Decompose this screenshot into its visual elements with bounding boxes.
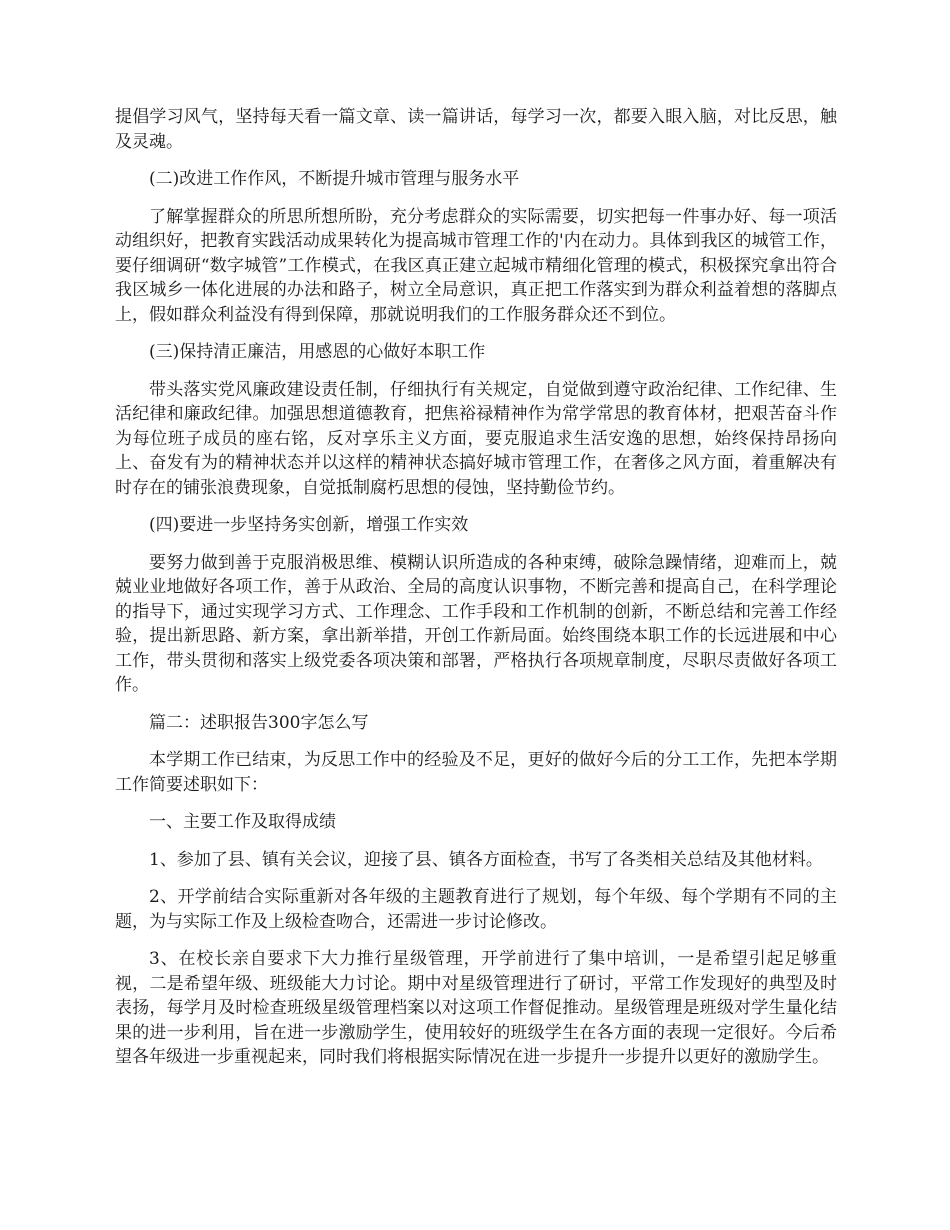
paragraph: 了解掌握群众的所思所想所盼，充分考虑群众的实际需要，切实把每一件事办好、每一项活动组织好，把教育实践活动成果转化为提高城市管理工作的'内在动力。具体到我区的城管工作，要仔细调研“数字城管”工作模式，在我区真正建立起城市精细化管理的模式，积极探究拿出符合我区城乡一体化进展的办法和路子，树立全局意识，真正把工作落实到为群众利益着想的落脚点上，假如群众利益没有得到保障，那就说明我们的工作服务群众还不到位。: [115, 206, 837, 325]
section-heading: 一、主要工作及取得成绩: [149, 812, 336, 832]
section-heading-4: (四)要进一步坚持务实创新，增强工作实效: [149, 515, 469, 535]
paragraph: 本学期工作已结束，为反思工作中的经验及不足，更好的做好今后的分工工作，先把本学期工作简要述职如下：: [115, 750, 837, 795]
article-title: 篇二：述职报告300字怎么写: [149, 712, 369, 733]
paragraph-continuation: 提倡学习风气，坚持每天看一篇文章、读一篇讲话，每学习一次，都要入眼入脑，对比反思，触及灵魂。: [115, 107, 837, 152]
paragraph: 带头落实党风廉政建设责任制，仔细执行有关规定，自觉做到遵守政治纪律、工作纪律、生活纪律和廉政纪律。加强思想道德教育，把焦裕禄精神作为常学常思的教育体材，把艰苦奋斗作为每位班子成员的座右铭，反对享乐主义方面，要克服追求生活安逸的思想，始终保持昂扬向上、奋发有为的精神状态并以这样的精神状态搞好城市管理工作，在奢侈之风方面，着重解决有时存在的铺张浪费现象，自觉抵制腐朽思想的侵蚀，坚持勤俭节约。: [115, 379, 837, 498]
section-heading-2: (二)改进工作作风，不断提升城市管理与服务水平: [149, 169, 520, 189]
paragraph: 要努力做到善于克服消极思维、模糊认识所造成的各种束缚，破除急躁情绪，迎难而上，兢兢业业地做好各项工作，善于从政治、全局的高度认识事物，不断完善和提高自己，在科学理论的指导下，通过实现学习方式、工作理念、工作手段和工作机制的创新，不断总结和完善工作经验，提出新思路、新方案，拿出新举措，开创工作新局面。始终围绕本职工作的长远进展和中心工作，带头贯彻和落实上级党委各项决策和部署，严格执行各项规章制度，尽职尽责做好各项工作。: [115, 552, 837, 695]
list-item: 2、开学前结合实际重新对各年级的主题教育进行了规划，每个年级、每个学期有不同的主题，为与实际工作及上级检查吻合，还需进一步讨论修改。: [115, 887, 837, 932]
section-heading-3: (三)保持清正廉洁，用感恩的心做好本职工作: [149, 342, 486, 362]
list-item: 1、参加了县、镇有关会议，迎接了县、镇各方面检查，书写了各类相关总结及其他材料。: [149, 849, 823, 870]
list-item: 3、在校长亲自要求下大力推行星级管理，开学前进行了集中培训，一是希望引起足够重视，二是希望年级、班级能大力讨论。期中对星级管理进行了研讨，平常工作发现好的典型及时表扬，每学月及时检查班级星级管理档案以对这项工作督促推动。星级管理是班级对学生量化结果的进一步利用，旨在进一步激励学生，使用较好的班级学生在各方面的表现一定很好。今后希望各年级进一步重视起来，同时我们将根据实际情况在进一步提升一步提升以更好的激励学生。: [115, 949, 837, 1067]
document-body: [115, 105, 837, 1083]
